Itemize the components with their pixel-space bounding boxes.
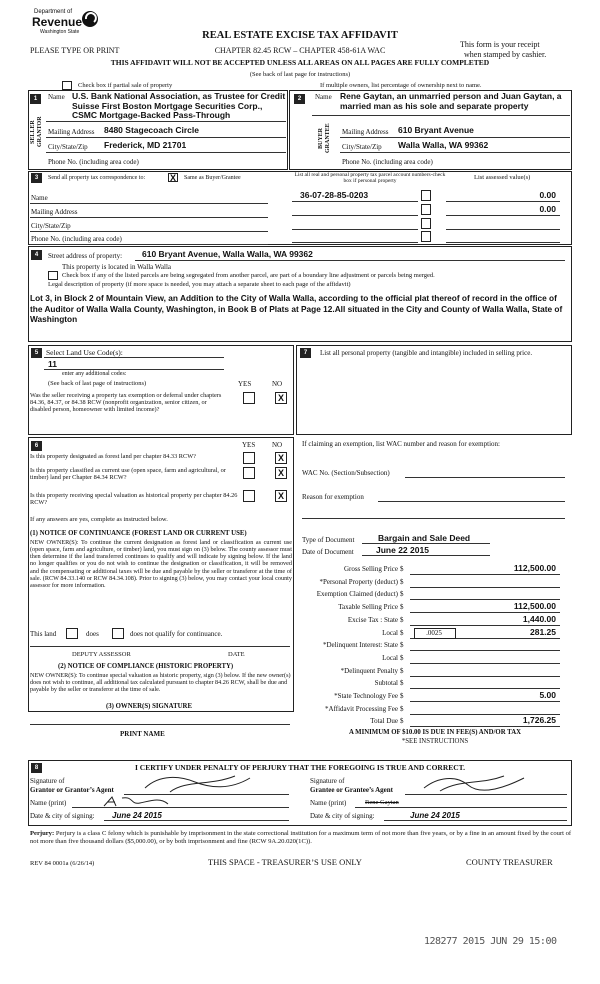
- seller-city-line: [46, 152, 286, 153]
- grantee-print-line: [355, 807, 567, 808]
- treasurer-space: THIS SPACE - TREASURER’S USE ONLY: [208, 857, 362, 867]
- grantor-date-value[interactable]: June 24 2015: [112, 811, 162, 820]
- fee-line-10: [410, 701, 560, 702]
- dept-line3: Washington State: [40, 29, 80, 35]
- fee-label-11: *Affidavit Processing Fee: [325, 704, 398, 713]
- grantor-agent-label: Grantor or Grantor’s Agent: [30, 786, 114, 794]
- assessed-value-label: List assessed value(s): [474, 174, 531, 181]
- section-4-number: 4: [31, 250, 42, 260]
- section-6-number: 6: [31, 441, 42, 451]
- fee-line-4: [410, 625, 560, 626]
- grantee-agent-label: Grantee or Grantee’s Agent: [310, 786, 394, 794]
- street-address-line: [135, 260, 565, 261]
- grantee-date-value[interactable]: June 24 2015: [410, 811, 460, 820]
- personal-property-checkbox-2[interactable]: [421, 204, 431, 215]
- buyer-mailing-label: Mailing Address: [342, 128, 389, 136]
- assessed-line-1: [446, 201, 560, 202]
- assessed-line-4: [446, 242, 560, 243]
- seller-mailing-line: [46, 137, 286, 138]
- fee-label-2: Exemption Claimed (deduct): [316, 590, 398, 599]
- fee-value-12[interactable]: 1,726.25: [522, 715, 556, 726]
- print-name-label: PRINT NAME: [120, 730, 165, 738]
- located-text: This property is located in Walla Walla: [62, 263, 172, 271]
- seller-city-label: City/State/Zip: [48, 143, 88, 151]
- s5-no-label: NO: [272, 380, 283, 388]
- additional-codes-label: enter any additional codes:: [62, 371, 127, 377]
- fee-value-3[interactable]: 112,500.00: [513, 601, 556, 612]
- fee-line-12: [410, 726, 560, 727]
- buyer-side-label: BUYER GRANTEE: [318, 123, 331, 153]
- s5-yes-checkbox[interactable]: [243, 392, 255, 404]
- buyer-name-label: Name: [315, 93, 332, 101]
- section-3-number: 3: [31, 173, 42, 183]
- parcel-line-4: [292, 242, 418, 243]
- corr-name-label: Name: [31, 194, 48, 202]
- deputy-assessor-label: DEPUTY ASSESSOR: [72, 651, 131, 658]
- land-use-code[interactable]: 11: [48, 359, 57, 369]
- parcel-line-2: [292, 215, 418, 216]
- seller-name-value[interactable]: U.S. Bank National Association, as Trustee for Credit Suisse First Boston Mortgage Securities Corp., CSMC Mortgage-Backed Pass-Through: [72, 92, 286, 120]
- notice2-title: (2) NOTICE OF COMPLIANCE (HISTORIC PROPERTY): [58, 663, 234, 670]
- fee-value-5[interactable]: 281.25: [530, 626, 556, 637]
- form-title: REAL ESTATE EXCISE TAX AFFIDAVIT: [202, 30, 398, 41]
- buyer-name-line: [312, 115, 570, 116]
- assessed-value-1[interactable]: 0.00: [539, 190, 556, 200]
- notice2-text: NEW OWNER(S): To continue special valuation as historic property, sign (3) below. If the new owner(s) does not wish to continue, all additional tax calculated pursuant to chapter 84.26 RCW, shall be due and payable by the seller or transferor at the time of sale.: [30, 672, 291, 694]
- land-does-checkbox[interactable]: [66, 628, 78, 639]
- corr-phone-label: Phone No. (including area code): [31, 235, 122, 243]
- street-address-label: Street address of property:: [48, 252, 123, 260]
- notice1-title: (1) NOTICE OF CONTINUANCE (FOREST LAND OR CURRENT USE): [30, 530, 247, 537]
- buyer-city-label: City/State/Zip: [342, 143, 382, 151]
- historic-yes-checkbox[interactable]: [243, 490, 255, 502]
- fee-line-1: [410, 587, 560, 588]
- deputy-line: [30, 646, 290, 647]
- fee-value-4[interactable]: 1,440.00: [522, 613, 556, 624]
- street-address-value[interactable]: 610 Bryant Avenue, Walla Walla, WA 99362: [142, 249, 313, 259]
- current-use-question: Is this property classified as current use (open space, farm and agricultural, or timber) land per Chapter 84.34 RCW?: [30, 467, 226, 482]
- fee-line-8: [410, 676, 560, 677]
- s6-no-label: NO: [272, 441, 283, 449]
- grantor-sig-label: Signature of: [30, 777, 65, 785]
- revision-code: REV 84 0001a (6/26/14): [30, 860, 95, 867]
- fee-label-7: Local: [382, 653, 398, 662]
- dept-line1: Department of: [34, 9, 73, 15]
- please-type: PLEASE TYPE OR PRINT: [30, 46, 120, 55]
- doc-type-value[interactable]: Bargain and Sale Deed: [378, 533, 471, 543]
- fee-label-12: Total Due: [370, 717, 398, 726]
- assessed-value-2[interactable]: 0.00: [539, 204, 556, 214]
- grantor-date-label: Date & city of signing:: [30, 812, 95, 820]
- buyer-city-line: [340, 152, 570, 153]
- doc-date-line: [362, 555, 490, 556]
- personal-property-checkbox-1[interactable]: [421, 190, 431, 201]
- seller-name-label: Name: [48, 93, 65, 101]
- legal-description-label: Legal description of property (if more space is needed, you may attach a separate sheet to each page of the affidavit): [48, 281, 351, 288]
- fee-label-6: *Delinquent Interest: State: [322, 641, 398, 650]
- fee-line-6: [410, 650, 560, 651]
- buyer-phone-label: Phone No. (including area code): [342, 158, 433, 166]
- fee-value-0[interactable]: 112,500.00: [513, 563, 556, 573]
- parcel-number[interactable]: 36-07-28-85-0203: [300, 190, 369, 200]
- corr-phone-line: [30, 244, 268, 245]
- section-1-number: 1: [30, 94, 41, 104]
- land-use-see-back: (See back of last page of instructions): [48, 380, 147, 387]
- legal-description-value[interactable]: Lot 3, in Block 2 of Mountain View, an Addition to the City of Walla Walla, according to the official plat thereof of record in the office of the Auditor of Walla Walla County, Washington, in Book B of Plats at Page 12.All situated in the City and County of Walla Walla, State of Washington: [30, 293, 563, 324]
- grantee-print-label: Name (print): [310, 799, 347, 807]
- print-name-line: [30, 724, 290, 725]
- grantor-signature-icon: [140, 772, 260, 796]
- section7-box: [296, 345, 572, 435]
- fee-dollar-5: $: [400, 628, 404, 637]
- doc-date-value[interactable]: June 22 2015: [376, 545, 429, 555]
- county-treasurer: COUNTY TREASURER: [466, 857, 553, 867]
- fee-label-10: *State Technology Fee: [334, 692, 398, 700]
- exemption-reason-label: Reason for exemption: [302, 493, 364, 501]
- s5-yes-label: YES: [238, 380, 252, 388]
- segregated-label: Check box if any of the listed parcels are being segregated from another parcel, are part of a boundary line adjustment or parcels being merged.: [62, 272, 435, 279]
- current-use-yes-checkbox[interactable]: [243, 467, 255, 479]
- section-8-number: 8: [31, 763, 42, 773]
- same-as-buyer-label: Same as Buyer/Grantee: [184, 175, 241, 181]
- doc-type-line: [362, 543, 490, 544]
- land-use-line: [44, 357, 224, 358]
- fee-label-4: Excise Tax : State: [347, 615, 398, 624]
- fee-value-10[interactable]: 5.00: [539, 690, 556, 700]
- forest-yes-checkbox[interactable]: [243, 452, 255, 464]
- section5-box: [28, 345, 294, 435]
- fee-dollar-0: $: [400, 565, 404, 573]
- grantor-print-label: Name (print): [30, 799, 67, 807]
- fee-label-0: Gross Selling Price: [343, 565, 398, 573]
- fee-label-1: *Personal Property (deduct): [319, 577, 398, 586]
- parcel-list-label: List all real and personal property tax parcel account numbers-check box if personal property: [294, 172, 446, 185]
- fee-label-3: Taxable Selling Price: [338, 603, 398, 612]
- doc-date-label: Date of Document: [302, 548, 354, 556]
- perjury-statement: [30, 830, 572, 845]
- grantee-print-value[interactable]: Rene Gaytan: [365, 799, 399, 806]
- certify-text: I CERTIFY UNDER PENALTY OF PERJURY THAT THE FOREGOING IS TRUE AND CORRECT.: [134, 763, 465, 772]
- land-use-code-line: [44, 369, 224, 370]
- receipt-note2: when stamped by cashier.: [464, 50, 547, 59]
- fee-dollar-3: $: [400, 603, 404, 612]
- see-back-text: (See back of last page for instructions): [249, 71, 351, 78]
- owner-signature-label: (3) OWNER(S) SIGNATURE: [106, 703, 192, 710]
- wac-label: WAC No. (Section/Subsection): [302, 469, 390, 477]
- minimum-fee-text: A MINIMUM OF $10.00 IS DUE IN FEE(S) AND/OR TAX: [348, 729, 522, 736]
- assessed-line-2: [446, 215, 560, 216]
- s6-yes-label: YES: [242, 441, 256, 449]
- see-instructions-text: *SEE INSTRUCTIONS: [401, 738, 469, 745]
- revenue-logo: [30, 8, 100, 42]
- doc-type-label: Type of Document: [302, 536, 355, 544]
- corr-name-line: [30, 203, 268, 204]
- receipt-note1: This form is your receipt: [460, 40, 540, 49]
- grantor-date-line: [104, 820, 289, 821]
- seller-mailing-label: Mailing Address: [48, 128, 95, 136]
- buyer-mailing-line: [340, 137, 570, 138]
- chapter-ref: CHAPTER 82.45 RCW – CHAPTER 458-61A WAC: [214, 46, 386, 55]
- if-yes-text: If any answers are yes, complete as instructed below.: [30, 516, 168, 523]
- historic-no-checkbox[interactable]: X: [275, 490, 287, 502]
- seller-phone-label: Phone No. (including area code): [48, 158, 139, 166]
- land-does-label: does: [86, 630, 99, 638]
- s5-no-checkbox[interactable]: X: [275, 392, 287, 404]
- land-does-not-label: does not qualify for continuance.: [130, 630, 223, 638]
- historic-question: Is this property receiving special valuation as historical property per chapter 84.26 RCW?: [30, 492, 238, 507]
- fee-dollar-9: $: [400, 679, 404, 688]
- fee-dollar-12: $: [400, 717, 404, 726]
- grantee-date-label: Date & city of signing:: [310, 812, 375, 820]
- section-5-number: 5: [31, 348, 42, 358]
- fee-dollar-7: $: [400, 653, 404, 662]
- fee-label-5: Local: [382, 628, 398, 637]
- fee-label-8: *Delinquent Penalty: [340, 666, 398, 675]
- seller-city-value[interactable]: Frederick, MD 21701: [104, 140, 187, 150]
- fee-label-9: Subtotal: [374, 679, 398, 688]
- recording-stamp: 128277 2015 JUN 29 15:00: [424, 936, 557, 947]
- buyer-mailing-value[interactable]: 610 Bryant Avenue: [398, 125, 474, 135]
- perjury-text: Perjury is a class C felony which is punishable by imprisonment in the state correctional institution for a maximum term of not more than five years, or by a fine in an amount fixed by the court of not more than five thousand dollars ($5,000.00), or by both imprisonment and fine (RCW 9A.20.020(1C)).: [30, 830, 572, 845]
- wac-line: [405, 477, 565, 478]
- land-use-label: Select Land Use Code(s):: [46, 348, 123, 357]
- forest-land-question: Is this property designated as forest land per chapter 84.33 RCW?: [30, 453, 196, 460]
- deputy-date-label: DATE: [228, 651, 245, 658]
- reason-line: [378, 501, 565, 502]
- fee-dollar-6: $: [400, 641, 404, 650]
- grantee-signature-icon: [420, 773, 530, 795]
- parcel-line-1: [292, 201, 418, 202]
- forest-no-checkbox[interactable]: X: [275, 452, 287, 464]
- fee-dollar-2: $: [400, 590, 404, 599]
- current-use-no-checkbox[interactable]: X: [275, 467, 287, 479]
- fee-dollar-10: $: [400, 692, 404, 700]
- fee-line-0: [410, 574, 560, 575]
- seller-side-label: SELLER GRANTOR: [30, 116, 43, 148]
- buyer-name-value[interactable]: Rene Gaytan, an unmarried person and Juan Gaytan, a married man as his sole and separate property: [340, 91, 562, 111]
- dept-line2: Revenue: [32, 15, 83, 29]
- section-2-number: 2: [294, 94, 305, 104]
- exemption-claim-label: If claiming an exemption, list WAC number and reason for exemption:: [302, 440, 500, 448]
- personal-property-checkbox-3[interactable]: [421, 218, 431, 229]
- send-correspondence-label: Send all property tax correspondence to:: [48, 175, 146, 181]
- multiple-owners-label: If multiple owners, list percentage of ownership next to name.: [320, 82, 482, 89]
- buyer-city-value[interactable]: Walla Walla, WA 99362: [398, 140, 489, 150]
- personal-property-checkbox-4[interactable]: [421, 231, 431, 242]
- corr-mailing-label: Mailing Address: [31, 208, 78, 216]
- assessed-line-3: [446, 229, 560, 230]
- exemption-question: Was the seller receiving a property tax exemption or deferral under chapters 84.36, 84.37, or 84.38 RCW (nonprofit organization, senior citizen, or disabled person, homeowner with limited income)?: [30, 392, 222, 414]
- fee-dollar-8: $: [400, 666, 404, 675]
- corr-mailing-line: [30, 217, 268, 218]
- parcel-line-3: [292, 229, 418, 230]
- personal-property-label: List all personal property (tangible and intangible) included in selling price.: [320, 349, 533, 357]
- this-land-label: This land: [30, 630, 57, 638]
- corr-city-line: [30, 231, 268, 232]
- reason-line-2: [302, 518, 565, 519]
- fee-line-9: [410, 688, 560, 689]
- fee-dollar-11: $: [400, 704, 404, 713]
- fee-dollar-1: $: [400, 577, 404, 586]
- corr-city-label: City/State/Zip: [31, 222, 71, 230]
- grantee-sig-label: Signature of: [310, 777, 345, 785]
- seller-mailing-value[interactable]: 8480 Stagecoach Circle: [104, 125, 199, 135]
- notice1-text: NEW OWNER(S): To continue the current designation as forest land or classification as current use (open space, farm and agriculture, or timber) land, you must sign on (3) below. The county assessor must then determine if the land transferred continues to qualify and will indicate by signing below. If the land no longer qualifies or you do not wish to continue the designation or classification, it will be removed and the compensating or additional taxes will be due and payable by the seller or transferor at the time of sale. (RCW 84.33.140 or RCW 84.34.108). Prior to signing (3) below, you may contact your local county assessor for more information.: [30, 539, 292, 589]
- same-as-buyer-checkbox[interactable]: X: [169, 173, 176, 183]
- grantee-date-line: [384, 820, 567, 821]
- fee-dollar-4: $: [400, 615, 404, 624]
- land-does-not-checkbox[interactable]: [112, 628, 124, 639]
- segregated-checkbox[interactable]: [48, 271, 58, 280]
- fee-line-7: [410, 663, 560, 664]
- section-7-number: 7: [300, 348, 311, 358]
- local-rate-value[interactable]: .0025: [426, 629, 442, 637]
- perjury-label: Perjury:: [30, 830, 55, 837]
- warning-text: THIS AFFIDAVIT WILL NOT BE ACCEPTED UNLESS ALL AREAS ON ALL PAGES ARE FULLY COMPLETED: [110, 58, 490, 67]
- grantor-print-scribble-icon: [100, 795, 190, 809]
- partial-sale-label: Check box if partial sale of property: [78, 82, 173, 89]
- fee-line-3: [410, 612, 560, 613]
- seller-name-line: [46, 121, 286, 122]
- partial-sale-checkbox[interactable]: [62, 81, 72, 90]
